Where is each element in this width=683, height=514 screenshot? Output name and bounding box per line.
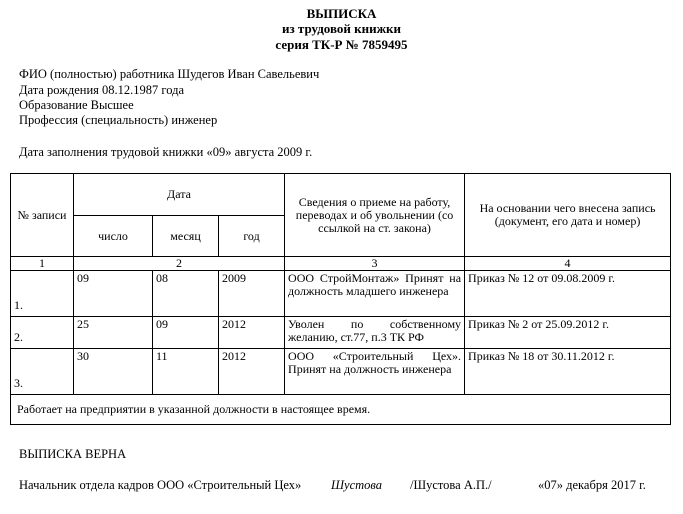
header-day: число — [74, 216, 153, 257]
workbook-fill-date: Дата заполнения трудовой книжки «09» августа 2009 г. — [19, 145, 313, 159]
record-basis: Приказ № 2 от 25.09.2012 г. — [465, 317, 671, 349]
record-month: 11 — [153, 349, 219, 395]
signature: Шустова — [331, 478, 383, 492]
header-basis: На основании чего внесена запись (документ, его дата и номер) — [465, 174, 671, 257]
document-subtitle: из трудовой книжки — [281, 21, 402, 36]
header-record-no: № записи — [11, 174, 74, 257]
header-year: год — [219, 216, 285, 257]
record-day: 30 — [74, 349, 153, 395]
record-number: 3. — [11, 349, 74, 395]
record-info: Уволен по собственному желанию, ст.77, п.3 ТК РФ — [285, 317, 465, 349]
record-basis: Приказ № 18 от 30.11.2012 г. — [465, 349, 671, 395]
index-cell: 1 — [11, 257, 74, 271]
person-education: Образование Высшее — [19, 98, 134, 112]
person-profession: Профессия (специальность) инженер — [19, 113, 218, 127]
record-number: 2. — [11, 317, 74, 349]
person-birth-date: Дата рождения 08.12.1987 года — [19, 83, 185, 97]
record-number: 1. — [11, 271, 74, 317]
table-row — [11, 271, 671, 317]
record-day: 25 — [74, 317, 153, 349]
header-date: Дата — [74, 174, 285, 216]
record-month: 09 — [153, 317, 219, 349]
record-year: 2012 — [219, 317, 285, 349]
table-row — [11, 349, 671, 395]
person-fio: ФИО (полностью) работника Шудегов Иван Савельевич — [19, 67, 320, 81]
signer-name: /Шустова А.П./ — [410, 478, 492, 492]
index-cell: 2 — [74, 257, 285, 271]
header-month: месяц — [153, 216, 219, 257]
record-month: 08 — [153, 271, 219, 317]
verified-statement: ВЫПИСКА ВЕРНА — [19, 447, 127, 461]
record-year: 2009 — [219, 271, 285, 317]
index-cell: 3 — [285, 257, 465, 271]
sign-date: «07» декабря 2017 г. — [538, 478, 646, 492]
record-info: ООО «Строительный Цех». Принят на должность инженера — [285, 349, 465, 395]
document-series: серия ТК-Р № 7859495 — [275, 37, 408, 52]
record-basis: Приказ № 12 от 09.08.2009 г. — [465, 271, 671, 317]
employment-records-table — [10, 173, 671, 425]
signer-position: Начальник отдела кадров ООО «Строительный Цех» — [19, 478, 302, 492]
record-year: 2012 — [219, 349, 285, 395]
index-cell: 4 — [465, 257, 671, 271]
table-row — [11, 317, 671, 349]
header-info: Сведения о приеме на работу, переводах и об увольнении (со ссылкой на ст. закона) — [285, 174, 465, 257]
record-day: 09 — [74, 271, 153, 317]
record-info: ООО СтройМонтаж» Принят на должность младшего инженера — [285, 271, 465, 317]
document-title: ВЫПИСКА — [306, 6, 377, 21]
current-employment-note: Работает на предприятии в указанной должности в настоящее время. — [11, 395, 671, 425]
